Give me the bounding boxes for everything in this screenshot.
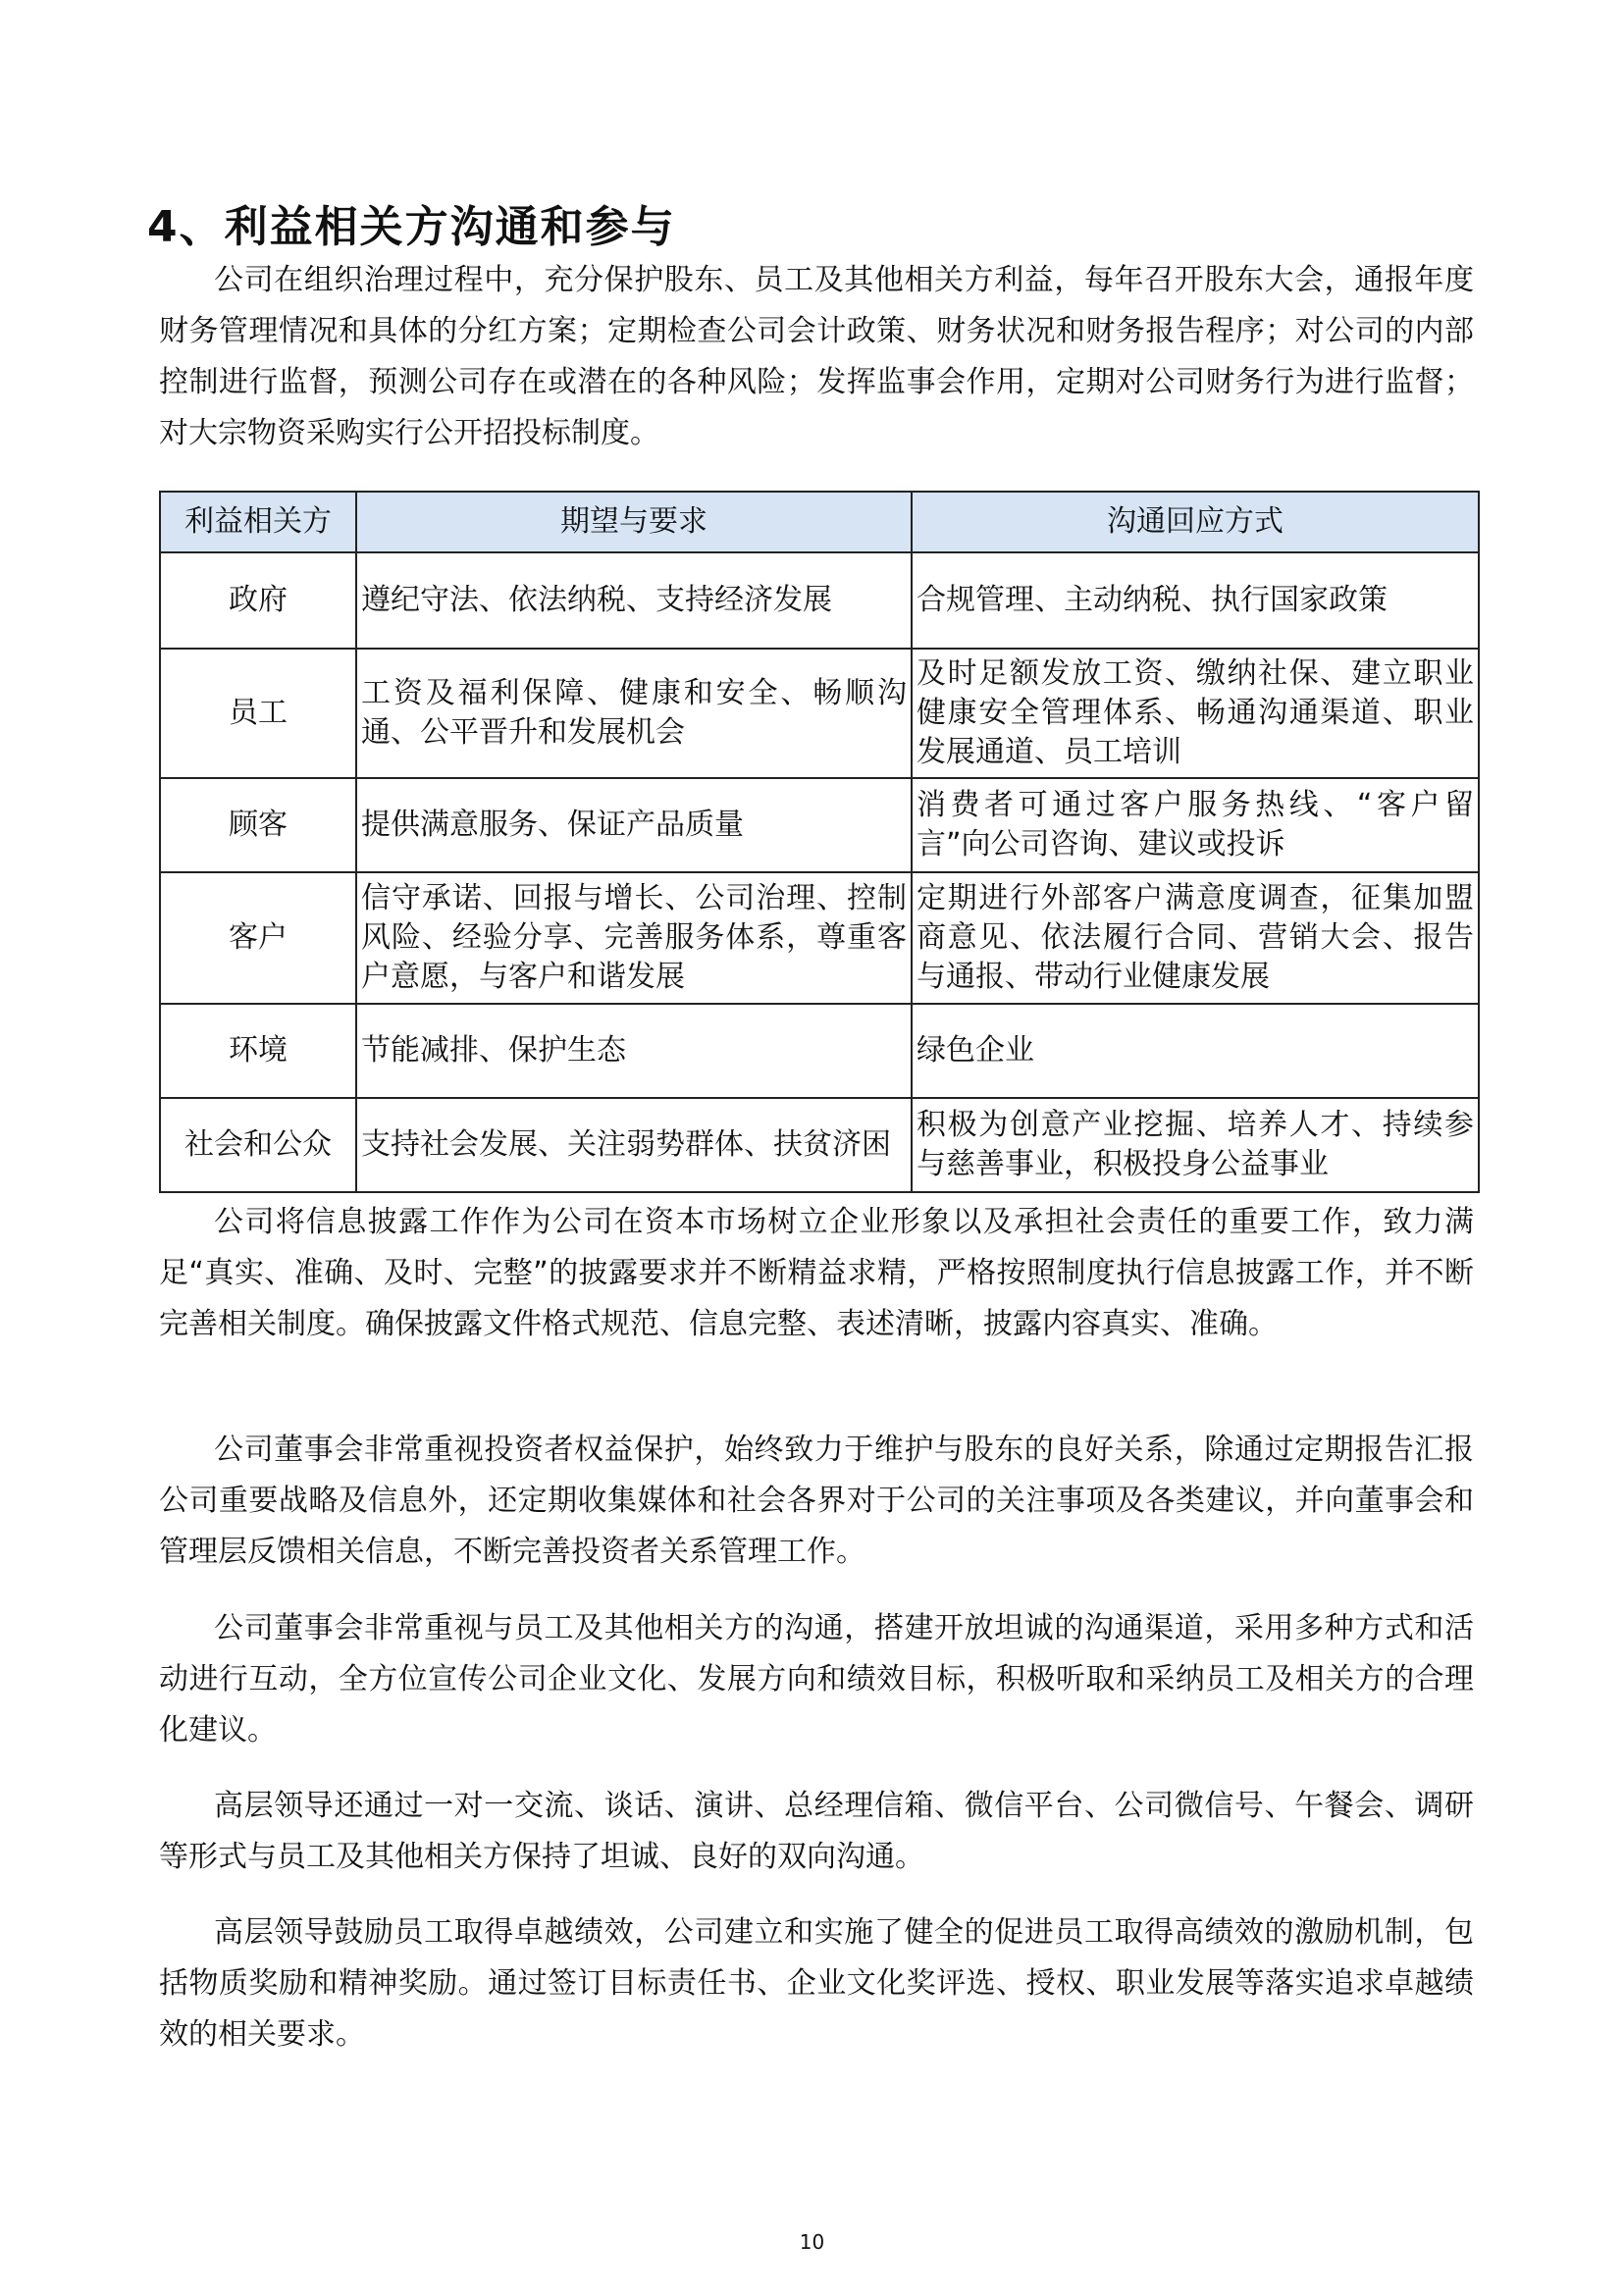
- header-stakeholder: 利益相关方: [160, 492, 356, 552]
- header-expectation: 期望与要求: [356, 492, 912, 552]
- cell-response: 消费者可通过客户服务热线、“客户留言”向公司咨询、建议或投诉: [912, 778, 1479, 872]
- cell-expectation: 工资及福利保障、健康和安全、畅顺沟通、公平晋升和发展机会: [356, 649, 912, 778]
- table-row: [160, 552, 1479, 649]
- table-row: [160, 649, 1479, 778]
- cell-party: 顾客: [160, 778, 356, 872]
- incentive-paragraph: 高层领导鼓励员工取得卓越绩效，公司建立和实施了健全的促进员工取得高绩效的激励机制，包括物质奖励和精神奖励。通过签订目标责任书、企业文化奖评选、授权、职业发展等落实追求卓越绩效的相关要求。: [159, 1915, 1474, 2052]
- page-number: 10: [799, 2230, 825, 2254]
- intro-paragraph: 公司在组织治理过程中，充分保护股东、员工及其他相关方利益，每年召开股东大会，通报年度财务管理情况和具体的分红方案；定期检查公司会计政策、财务状况和财务报告程序；对公司的内部控制进行监督，预测公司存在或潜在的各种风险；发挥监事会作用，定期对公司财务行为进行监督；对大宗物资采购实行公开招投标制度。: [159, 263, 1474, 450]
- stakeholder-table: [159, 491, 1480, 1193]
- table-row: [160, 778, 1479, 872]
- cell-party: 员工: [160, 649, 356, 778]
- cell-response: 积极为创意产业挖掘、培养人才、持续参与慈善事业，积极投身公益事业: [912, 1098, 1479, 1192]
- cell-expectation: 遵纪守法、依法纳税、支持经济发展: [356, 552, 912, 649]
- investor-paragraph: 公司董事会非常重视投资者权益保护，始终致力于维护与股东的良好关系，除通过定期报告汇报公司重要战略及信息外，还定期收集媒体和社会各界对于公司的关注事项及各类建议，并向董事会和管理层反馈相关信息，不断完善投资者关系管理工作。: [159, 1433, 1474, 1569]
- cell-expectation: 支持社会发展、关注弱势群体、扶贫济困: [356, 1098, 912, 1192]
- cell-party: 政府: [160, 552, 356, 649]
- cell-party: 环境: [160, 1004, 356, 1098]
- section-heading: 4、利益相关方沟通和参与: [147, 202, 676, 252]
- cell-expectation: 信守承诺、回报与增长、公司治理、控制风险、经验分享、完善服务体系，尊重客户意愿，与客户和谐发展: [356, 872, 912, 1004]
- header-response: 沟通回应方式: [912, 492, 1479, 552]
- cell-response: 定期进行外部客户满意度调查，征集加盟商意见、依法履行合同、营销大会、报告与通报、带动行业健康发展: [912, 872, 1479, 1004]
- table-row: [160, 1004, 1479, 1098]
- table-row: [160, 1098, 1479, 1192]
- cell-response: 合规管理、主动纳税、执行国家政策: [912, 552, 1479, 649]
- cell-response: 及时足额发放工资、缴纳社保、建立职业健康安全管理体系、畅通沟通渠道、职业发展通道、员工培训: [912, 649, 1479, 778]
- cell-expectation: 提供满意服务、保证产品质量: [356, 778, 912, 872]
- cell-expectation: 节能减排、保护生态: [356, 1004, 912, 1098]
- table-row: [160, 872, 1479, 1004]
- cell-response: 绿色企业: [912, 1004, 1479, 1098]
- table-header-row: [160, 492, 1479, 552]
- cell-party: 社会和公众: [160, 1098, 356, 1192]
- disclosure-paragraph: 公司将信息披露工作作为公司在资本市场树立企业形象以及承担社会责任的重要工作，致力满足“真实、准确、及时、完整”的披露要求并不断精益求精，严格按照制度执行信息披露工作，并不断完善相关制度。确保披露文件格式规范、信息完整、表述清晰，披露内容真实、准确。: [159, 1205, 1474, 1341]
- communication-paragraph: 公司董事会非常重视与员工及其他相关方的沟通，搭建开放坦诚的沟通渠道，采用多种方式和活动进行互动，全方位宣传公司企业文化、发展方向和绩效目标，积极听取和采纳员工及相关方的合理化建议。: [159, 1611, 1474, 1747]
- cell-party: 客户: [160, 872, 356, 1004]
- leadership-paragraph: 高层领导还通过一对一交流、谈话、演讲、总经理信箱、微信平台、公司微信号、午餐会、调研等形式与员工及其他相关方保持了坦诚、良好的双向沟通。: [159, 1789, 1474, 1874]
